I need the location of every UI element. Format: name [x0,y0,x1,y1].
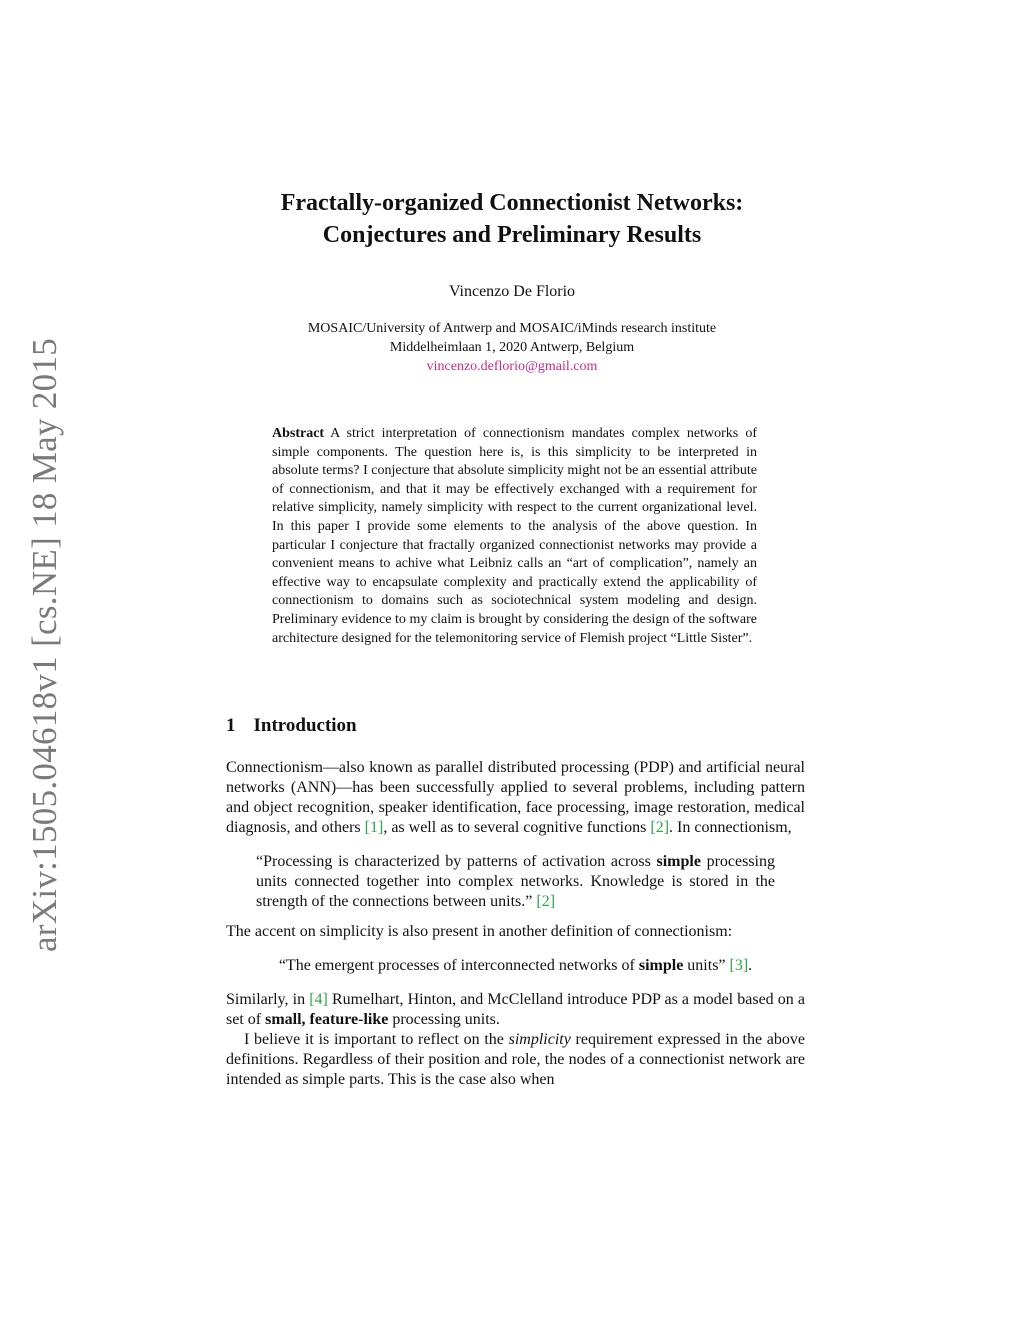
citation-link[interactable]: [1] [364,819,384,836]
abstract-text: A strict interpretation of connectionism mandates complex networks of simple components. The question here is, is this simplicity to be interpreted in absolute terms? I conjecture that absolute simplicity might not be an essential attribute of connectionism, and that it may be effectively exchanged with a requirement for relative simplicity, namely simplicity with respect to the current organizational level. In this paper I provide some elements to the analysis of the above question. In particular I conjecture that fractally organized connectionist networks may provide a convenient means to achive what Leibniz calls an “art of complication”, namely an effective way to encapsulate complexity and practically extend the applicability of connectionism to domains such as sociotechnical system modeling and design. Preliminary evidence to my claim is brought by considering the design of the software architecture designed for the telemonitoring service of Flemish project “Little Sister”. [272,426,757,646]
author-name: Vincenzo De Florio [448,283,576,300]
title-line-1: Fractally-organized Connectionist Networks: [280,190,744,216]
block-quote: “Processing is characterized by patterns of activation across simple processing units connected together into complex networks. Knowledge is stored in the strength of the connections between units.” [2] [256,853,776,910]
section-number: 1 [226,715,236,736]
section-title: Introduction [253,715,357,736]
paragraph: I believe it is important to reflect on the simplicity requirement expressed in the above definitions. Regardless of their position and role, the nodes of a connectionist network are intended as simple parts. This is the case also when [226,1031,805,1088]
abstract [272,425,757,648]
citation-link[interactable]: [3] [729,957,749,974]
affiliation-line-2: Middelheimlaan 1, 2020 Antwerp, Belgium [389,340,635,355]
paragraph: Similarly, in [4] Rumelhart, Hinton, and McClelland introduce PDP as a model based on a set of small, feature-like processing units. [226,991,805,1028]
email-link[interactable]: vincenzo.deflorio@gmail.com [426,359,598,374]
paper-title [0,187,1024,251]
arxiv-sidebar-stamp [22,337,68,953]
citation-link[interactable]: [4] [309,991,328,1008]
citation-link[interactable]: [2] [536,893,556,910]
abstract-label: Abstract [272,426,325,441]
section-heading [226,715,357,737]
introduction-body [226,758,805,1090]
title-line-2: Conjectures and Preliminary Results [322,222,702,248]
block-quote: “The emergent processes of interconnected networks of simple units” [3]. [278,957,753,974]
affiliation [0,319,1024,376]
arxiv-identifier: arXiv:1505.04618v1 [cs.NE] 18 May 2015 [25,337,64,953]
paragraph: Connectionism—also known as parallel distributed processing (PDP) and artificial neural networks (ANN)—has been successfully applied to several problems, including pattern and object recognition, speaker identification, face processing, image restoration, medical diagnosis, and others [1], as well as to several cognitive functions [2]. In connectionism, [226,759,805,836]
affiliation-line-1: MOSAIC/University of Antwerp and MOSAIC/iMinds research institute [307,321,717,336]
paragraph: The accent on simplicity is also present in another definition of connectionism: [226,923,733,940]
citation-link[interactable]: [2] [650,819,670,836]
